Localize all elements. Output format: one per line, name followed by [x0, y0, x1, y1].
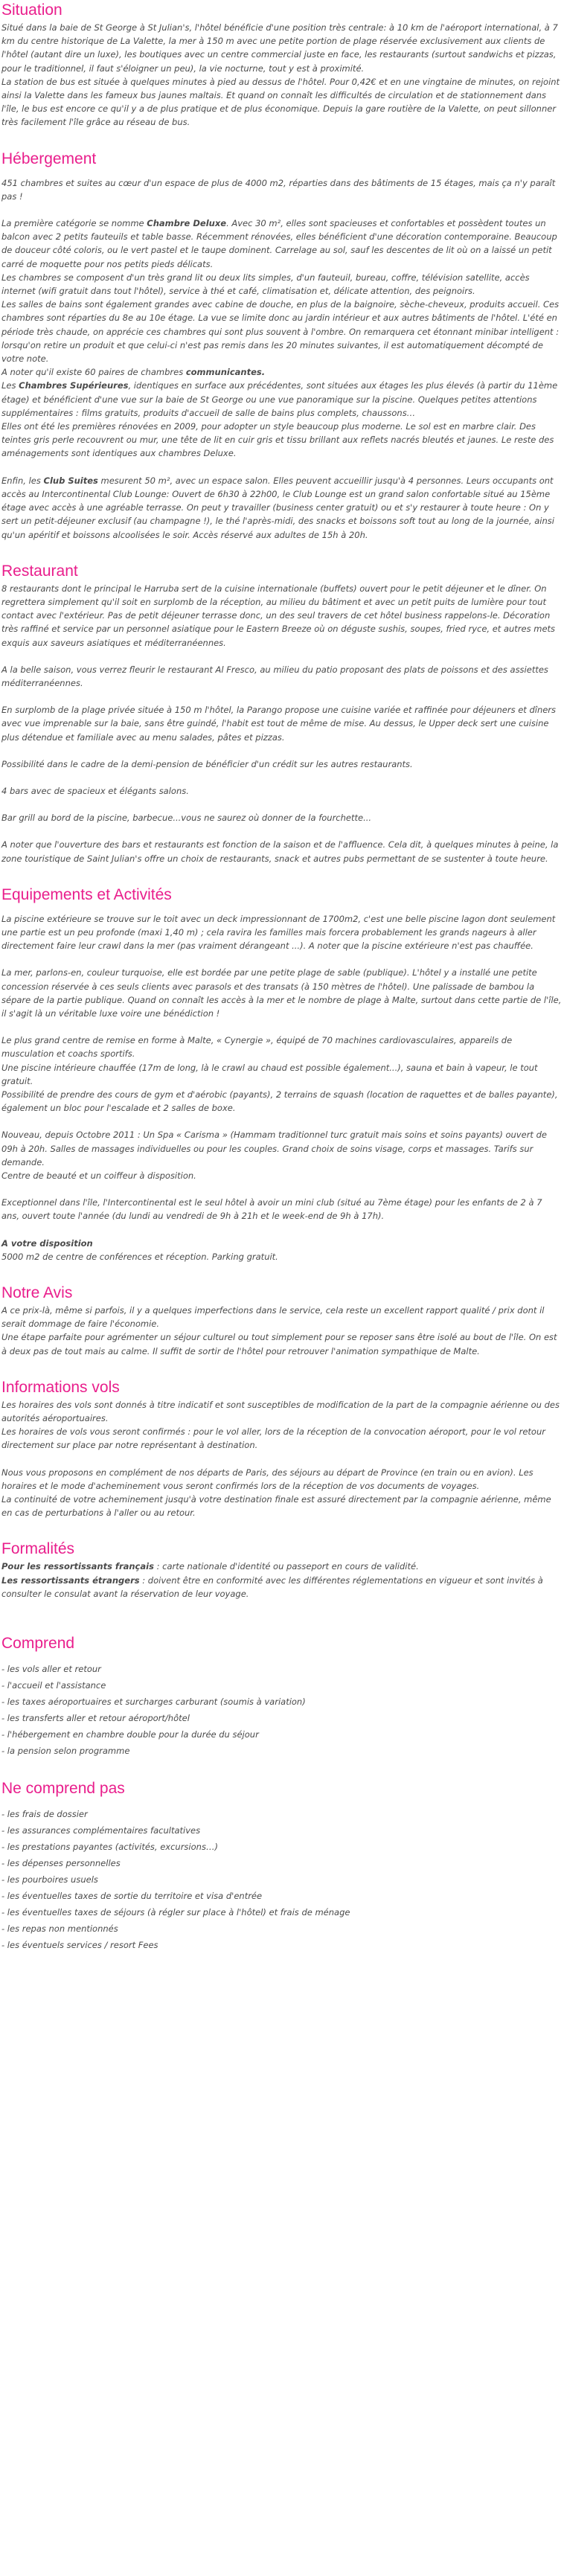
- equipements-paragraph-6: Nouveau, depuis Octobre 2011 : Un Spa « Carisma » (Hammam traditionnel turc gratuit mais soins et soins payants) ouvert de 09h à 20h. Salles de massages individuelles ou pour les couples. Grand choix de soins visage, corps et massages. Tarifs sur demande.: [1, 1130, 550, 1167]
- restaurant-paragraph-3: En surplomb de la plage privée située à 150 m l'hôtel, la Parango propose une cuisine variée et raffinée pour déjeuners et dîners avec vue imprenable sur la baie, sans être guindé, l'habit est tout de même de mise. Au dessus, le Upper deck sert une cuisine plus détendue et familiale avec au menu salades, pâtes et pizzas.: [1, 705, 559, 743]
- equipements-paragraph-5: Possibilité de prendre des cours de gym et d'aérobic (payants), 2 terrains de squash (location de raquettes et de balles payante), également un bloc pour l'escalade et 2 salles de boxe.: [1, 1089, 561, 1114]
- restaurant-paragraph-2: A la belle saison, vous verrez fleurir le restaurant Al Fresco, au milieu du patio proposant des plats de poissons et des assiettes méditerranéennes.: [1, 664, 551, 688]
- section-title-situation: Situation: [1, 1, 63, 19]
- vols-paragraph-1: Les horaires des vols sont donnés à titre indicatif et sont susceptibles de modification de la part de la compagnie aérienne ou des autorités aéroportuaires.: [1, 1399, 563, 1424]
- list-item: - les prestations payantes (activités, excursions…): [1, 1842, 218, 1853]
- vols-paragraph-4: La continuité de votre acheminement jusqu'à votre destination finale est assuré directement par la compagnie aérienne, même en cas de perturbations à l'aller ou au retour.: [1, 1494, 554, 1519]
- formalites-paragraph-2: [1, 1574, 563, 1601]
- list-item: - les dépenses personnelles: [1, 1858, 121, 1869]
- section-title-equipements: Equipements et Activités: [1, 885, 172, 903]
- hebergement-paragraph-6: [1, 379, 563, 420]
- text-run: Enfin, les: [1, 475, 44, 486]
- list-item: - les assurances complémentaires facultatives: [1, 1825, 201, 1836]
- list-item: - l'hébergement en chambre double pour la durée du séjour: [1, 1729, 259, 1740]
- equipements-paragraph-3: Le plus grand centre de remise en forme à Malte, « Cynergie », équipé de 70 machines cardiovasculaires, appareils de musculation et coachs sportifs.: [1, 1035, 515, 1060]
- list-item: - les transferts aller et retour aéroport/hôtel: [1, 1713, 190, 1724]
- hebergement-paragraph-5: [1, 365, 563, 379]
- bold-run: Pour les ressortissants français: [1, 1561, 154, 1572]
- section-title-comprend: Comprend: [1, 1635, 75, 1653]
- bold-run: Les ressortissants étrangers: [1, 1574, 140, 1586]
- hebergement-paragraph-2: [1, 217, 563, 271]
- vols-paragraph-2: Les horaires de vols vous seront confirmés : pour le vol aller, lors de la réception de la convocation aéroport, pour le vol retour directement sur place par notre représentant à destination.: [1, 1426, 548, 1451]
- list-item: - la pension selon programme: [1, 1746, 130, 1757]
- text-run: . Avec 30 m², elles sont spacieuses et confortables et possèdent toutes un balcon avec 2 petits fauteuils et table basse. Récemment rénovées, elles bénéficient d'une décoration contemporaine. Beaucoup de douceur côté coloris, ou le vert pastel et le taupe dominent. Carrelage au sol, sauf les descentes de lit où on a laissé un petit carré de moquette pour nos petits pieds délicats.: [1, 218, 560, 269]
- list-item: - les taxes aéroportuaires et surcharges carburant (soumis à variation): [1, 1696, 306, 1708]
- list-item: - les repas non mentionnés: [1, 1923, 118, 1935]
- hebergement-paragraph-4: Les salles de bains sont également grandes avec cabine de douche, en plus de la baignoire, sèche-cheveux, produits accueil. Ces chambres sont réparties du 8e au 10e étage. La vue se limite donc au jardin intérieur et aux autres bâtiments de l'hôtel. L'été en période très chaude, on apprécie ces chambres qui sont plus souvent à l'ombre. On remarquera cet étonnant minibar intelligent : lorsqu'on retire un produit et que celui-ci n'est pas remis dans les 20 minutes suivantes, il est automatiquement décompté de votre note.: [1, 299, 562, 365]
- text-run: Les: [1, 380, 19, 391]
- ne-comprend-list: [1, 1806, 563, 1953]
- section-title-hebergement: Hébergement: [1, 150, 97, 167]
- equipements-paragraph-9: 5000 m2 de centre de conférences et réception. Parking gratuit.: [1, 1251, 278, 1262]
- section-title-avis: Notre Avis: [1, 1284, 73, 1302]
- formalites-paragraph-1: [1, 1560, 563, 1573]
- section-ne-comprend: [1, 1778, 563, 1953]
- situation-paragraph-2: La station de bus est située à quelques minutes à pied au dessus de l'hôtel. Pour 0,42€ et en une vingtaine de minutes, on rejoint ainsi la Valette dans les fameux bus jaunes maltais. Et quand on connaît les difficultés de circulation et de stationnement dans l'île, le bus est encore ce qu'il y a de plus pratique et de plus économique. Depuis la gare routière de la Valette, on peut sillonner très facilement l'île grâce au réseau de bus.: [1, 76, 563, 128]
- section-vols: [1, 1377, 563, 1520]
- restaurant-paragraph-1: 8 restaurants dont le principal le Harruba sert de la cuisine internationale (buffets) ouvert pour le petit déjeuner et le dîner. On regrettera simplement qu'il soit en surplomb de la réception, au milieu du bâtiment et avec un petit puits de lumière pour tout contact avec l'extérieur. Pas de petit déjeuner terrasse donc, un des seul travers de cet hôtel business rappelons-le. Décoration très raffiné et service par un personnel asiatique pour le Eastern Breeze où on déguste sushis, soupes, fried ryce, et autres mets exquis aux saveurs asiatiques et méditerranéennes.: [1, 583, 558, 648]
- list-item: - l'accueil et l'assistance: [1, 1680, 106, 1691]
- equipements-paragraph-8: Exceptionnel dans l'île, l'Intercontinental est le seul hôtel à avoir un mini club (situé au 7ème étage) pour les enfants de 2 à 7 ans, ouvert toute l'année (du lundi au vendredi de 9h à 21h et le week-end de 9h à 17h).: [1, 1197, 545, 1222]
- bold-run: Chambres Supérieures: [19, 380, 129, 391]
- section-avis: [1, 1283, 563, 1358]
- vols-paragraph-3: Nous vous proposons en complément de nos départs de Paris, des séjours au départ de Province (en train ou en avion). Les horaires et le mode d'acheminement vous seront confirmés lors de la réception de vos documents de voyages.: [1, 1467, 536, 1491]
- list-item: - les pourboires usuels: [1, 1874, 98, 1885]
- hebergement-paragraph-8: [1, 474, 563, 542]
- section-restaurant: [1, 561, 563, 865]
- bold-run: A votre disposition: [1, 1237, 93, 1249]
- section-title-vols: Informations vols: [1, 1378, 120, 1396]
- text-run: mesurent 50 m², avec un espace salon. Elles peuvent accueillir jusqu'à 4 personnes. Leurs occupants ont accès au Intercontinental Club Lounge: Ouvert de 6h30 à 22h00, le Club Lounge est un grand salon confortable situé au 15ème étage avec accès à une agréable terrasse. On peut y travailler (business center gratuit) ou et s'y restaurer à toute heure : On y sert un petit-déjeuner exclusif (au champagne !), le thé l'après-midi, des snacks et boissons soft tout au long de la journée, ainsi qu'un apéritif et boissons alcoolisées le soir. Accès réservé aux adultes de 15h à 20h.: [1, 475, 557, 540]
- equipements-paragraph-9-heading: [1, 1237, 563, 1250]
- section-title-formalites: Formalités: [1, 1540, 75, 1558]
- section-situation: [1, 0, 563, 129]
- section-title-restaurant: Restaurant: [1, 562, 78, 580]
- section-comprend: [1, 1633, 563, 1759]
- bold-run: Chambre Deluxe: [147, 218, 227, 229]
- restaurant-paragraph-5: 4 bars avec de spacieux et élégants salons.: [1, 785, 189, 796]
- section-formalites: [1, 1539, 563, 1601]
- section-hebergement: [1, 149, 563, 542]
- hebergement-paragraph-7: Elles ont été les premières rénovées en 2009, pour adopter un style beaucoup plus moderne. Le sol est en marbre clair. Des teintes gris perle recouvrent ou mur, une tête de lit en cuir gris et tissu brillant aux reflets nacrés bleutés et jaunes. Le reste des aménagements sont identiques aux chambres Deluxe.: [1, 421, 557, 459]
- text-run: : doivent être en conformité avec les différentes réglementations en vigueur et sont invités à consulter le consulat avant la réservation de leur voyage.: [1, 1574, 546, 1599]
- situation-paragraph-1: Situé dans la baie de St George à St Julian's, l'hôtel bénéficie d'une position très centrale: à 10 km de l'aéroport international, à 7 km du centre historique de La Valette, la mer à 150 m avec une petite portion de plage réservée exclusivement aux clients de l'hôtel (autant dire un luxe), les boutiques avec un centre commercial juste en face, les restaurants (surtout sandwichs et pizzas, pour le traditionnel, il faut s'éloigner un peu), la vie nocturne, tout y est à proximité.: [1, 22, 561, 74]
- restaurant-paragraph-7: A noter que l'ouverture des bars et restaurants est fonction de la saison et de l'affluence. Cela dit, à quelques minutes à peine, la zone touristique de Saint Julian's offre un choix de restaurants, snack et autres pubs permettant de se sustenter à toute heure.: [1, 839, 562, 864]
- bold-run: communicantes.: [185, 367, 266, 378]
- text-run: , identiques en surface aux précédentes, sont situées aux étages les plus élevés (à partir du 11ème étage) et bénéficient d'une vue sur la baie de St George ou une vue panoramique sur la piscine. Quelques petites attentions supplémentaires : films gratuits, produits d'accueil de salle de bains plus complets, chaussons…: [1, 380, 560, 418]
- avis-paragraph-1: A ce prix-là, même si parfois, il y a quelques imperfections dans le service, cela reste un excellent rapport qualité / prix dont il serait dommage de faire l'économie.: [1, 1305, 548, 1330]
- list-item: - les éventuelles taxes de sortie du territoire et visa d'entrée: [1, 1891, 263, 1902]
- equipements-paragraph-4: Une piscine intérieure chauffée (17m de long, là le crawl au chaud est possible également...), sauna et bain à vapeur, le tout gratuit.: [1, 1062, 541, 1086]
- equipements-paragraph-2: La mer, parlons-en, couleur turquoise, elle est bordée par une petite plage de sable (publique). L'hôtel y a installé une petite concession réservée à ces seuls clients avec parasols et des transats (à 150 mètres de l'hôtel). Une palissade de bambou la sépare de la partie publique. Quand on connaît les accès à la mer et le nombre de plage à Malte, surtout dans cette partie de l'île, il s'agit là un véritable luxe voire une bénédiction !: [1, 967, 564, 1019]
- restaurant-paragraph-4: Possibilité dans le cadre de la demi-pension de bénéficier d'un crédit sur les autres restaurants.: [1, 758, 413, 769]
- list-item: - les vols aller et retour: [1, 1664, 101, 1675]
- equipements-paragraph-1: La piscine extérieure se trouve sur le toit avec un deck impressionnant de 1700m2, c'est une belle piscine lagon dont seulement une partie est un peu profonde (maxi 1,40 m) ; cela ravira les familles mais forcera probablement les grands nageurs à aller directement faire leur crawl dans la mer (pas vraiment dérangeant ...). A noter que la piscine extérieure n'est pas chauffée.: [1, 913, 558, 952]
- avis-paragraph-2: Une étape parfaite pour agrémenter un séjour culturel ou tout simplement pour se reposer sans être isolé au bout de l'île. On est à deux pas de tout mais au calme. Il suffit de sortir de l'hôtel pour retrouver l'animation sympathique de Malte.: [1, 1332, 560, 1356]
- comprend-list: [1, 1661, 563, 1759]
- text-run: : carte nationale d'identité ou passeport en cours de validité.: [153, 1561, 419, 1572]
- hebergement-paragraph-3: Les chambres se composent d'un très grand lit ou deux lits simples, d'un fauteuil, bureau, coffre, télévision satellite, accès internet (wifi gratuit dans tout l'hôtel), service à thé et café, climatisation et, délicate attention, des peignoirs.: [1, 272, 533, 297]
- section-title-ne-comprend: Ne comprend pas: [1, 1780, 125, 1798]
- hebergement-paragraph-1: 451 chambres et suites au cœur d'un espace de plus de 4000 m2, réparties dans des bâtiments de 15 étages, mais ça n'y paraît pas !: [1, 177, 558, 202]
- bold-run: Club Suites: [43, 475, 98, 486]
- text-run: A noter qu'il existe 60 paires de chambres: [1, 367, 186, 378]
- list-item: - les frais de dossier: [1, 1809, 88, 1820]
- text-run: La première catégorie se nomme: [1, 218, 147, 229]
- equipements-paragraph-7: Centre de beauté et un coiffeur à disposition.: [1, 1170, 196, 1181]
- restaurant-paragraph-6: Bar grill au bord de la piscine, barbecue...vous ne saurez où donner de la fourchette...: [1, 813, 372, 824]
- section-equipements: [1, 885, 563, 1263]
- list-item: - les éventuels services / resort Fees: [1, 1940, 158, 1951]
- list-item: - les éventuelles taxes de séjours (à régler sur place à l'hôtel) et frais de ménage: [1, 1907, 350, 1918]
